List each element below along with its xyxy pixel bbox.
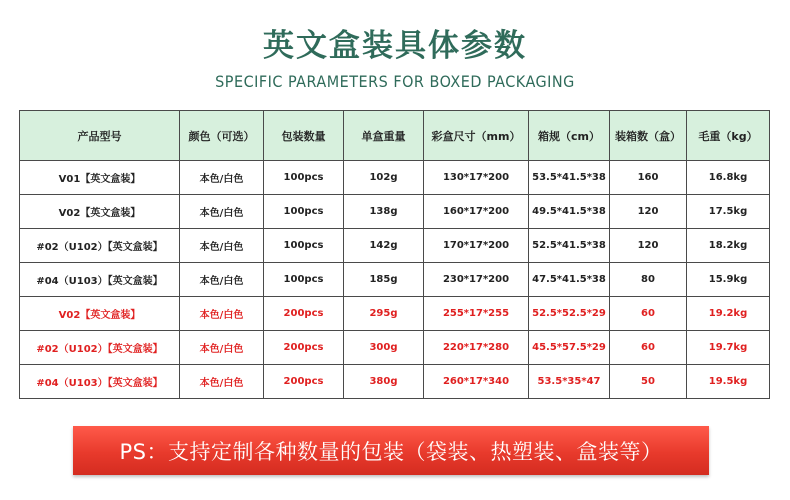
cell-boxes-per-carton: 50: [610, 365, 687, 399]
cell-color: 本色/白色: [180, 229, 264, 263]
cell-product-model: V01【英文盒装】: [20, 161, 180, 195]
cell-color: 本色/白色: [180, 297, 264, 331]
cell-carton-size: 47.5*41.5*38: [529, 263, 610, 297]
cell-product-model: #02（U102）【英文盒装】: [20, 331, 180, 365]
banner-text: PS：支持定制各种数量的包装（袋装、热塑装、盒装等）: [119, 439, 663, 464]
cell-boxes-per-carton: 160: [610, 161, 687, 195]
header-color: 颜色（可选）: [180, 111, 264, 161]
cell-color-box-size: 170*17*200: [424, 229, 529, 263]
header-product-model: 产品型号: [20, 111, 180, 161]
table-row-highlighted: [20, 365, 770, 399]
cell-product-model: V02【英文盒装】: [20, 195, 180, 229]
cell-color-box-size: 255*17*255: [424, 297, 529, 331]
table-header-row: [20, 111, 770, 161]
cell-unit-box-weight: 138g: [344, 195, 424, 229]
cell-unit-box-weight: 295g: [344, 297, 424, 331]
cell-gross-weight: 19.5kg: [687, 365, 770, 399]
cell-gross-weight: 18.2kg: [687, 229, 770, 263]
cell-gross-weight: 19.7kg: [687, 331, 770, 365]
cell-color-box-size: 220*17*280: [424, 331, 529, 365]
cell-color: 本色/白色: [180, 263, 264, 297]
cell-color-box-size: 160*17*200: [424, 195, 529, 229]
cell-product-model: #02（U102）【英文盒装】: [20, 229, 180, 263]
cell-carton-size: 45.5*57.5*29: [529, 331, 610, 365]
cell-carton-size: 53.5*35*47: [529, 365, 610, 399]
cell-carton-size: 52.5*41.5*38: [529, 229, 610, 263]
cell-pack-quantity: 100pcs: [264, 229, 344, 263]
cell-product-model: #04（U103）【英文盒装】: [20, 263, 180, 297]
cell-pack-quantity: 100pcs: [264, 161, 344, 195]
customization-note-banner: [73, 426, 709, 475]
parameters-table: [19, 110, 770, 399]
cell-boxes-per-carton: 60: [610, 331, 687, 365]
table-row: [20, 229, 770, 263]
cell-boxes-per-carton: 60: [610, 297, 687, 331]
cell-color: 本色/白色: [180, 331, 264, 365]
cell-boxes-per-carton: 120: [610, 229, 687, 263]
cell-color-box-size: 230*17*200: [424, 263, 529, 297]
table-row-highlighted: [20, 297, 770, 331]
header-carton-size: 箱规（cm）: [529, 111, 610, 161]
cell-unit-box-weight: 300g: [344, 331, 424, 365]
cell-carton-size: 53.5*41.5*38: [529, 161, 610, 195]
cell-pack-quantity: 200pcs: [264, 331, 344, 365]
cell-color: 本色/白色: [180, 365, 264, 399]
cell-boxes-per-carton: 120: [610, 195, 687, 229]
cell-product-model: #04（U103）【英文盒装】: [20, 365, 180, 399]
cell-gross-weight: 17.5kg: [687, 195, 770, 229]
cell-color-box-size: 130*17*200: [424, 161, 529, 195]
header-boxes-per-carton: 装箱数（盒）: [610, 111, 687, 161]
cell-unit-box-weight: 185g: [344, 263, 424, 297]
table-row: [20, 263, 770, 297]
cell-boxes-per-carton: 80: [610, 263, 687, 297]
cell-gross-weight: 16.8kg: [687, 161, 770, 195]
cell-color: 本色/白色: [180, 195, 264, 229]
cell-unit-box-weight: 142g: [344, 229, 424, 263]
cell-gross-weight: 15.9kg: [687, 263, 770, 297]
cell-carton-size: 49.5*41.5*38: [529, 195, 610, 229]
cell-gross-weight: 19.2kg: [687, 297, 770, 331]
cell-product-model: V02【英文盒装】: [20, 297, 180, 331]
header-color-box-size: 彩盒尺寸（mm）: [424, 111, 529, 161]
header-unit-box-weight: 单盒重量: [344, 111, 424, 161]
cell-color: 本色/白色: [180, 161, 264, 195]
header-pack-quantity: 包装数量: [264, 111, 344, 161]
header-gross-weight: 毛重（kg）: [687, 111, 770, 161]
cell-pack-quantity: 200pcs: [264, 365, 344, 399]
cell-carton-size: 52.5*52.5*29: [529, 297, 610, 331]
table-row: [20, 161, 770, 195]
page-subtitle: SPECIFIC PARAMETERS FOR BOXED PACKAGING: [215, 72, 575, 91]
table-row: [20, 195, 770, 229]
cell-pack-quantity: 200pcs: [264, 297, 344, 331]
cell-unit-box-weight: 102g: [344, 161, 424, 195]
cell-pack-quantity: 100pcs: [264, 195, 344, 229]
table-row-highlighted: [20, 331, 770, 365]
cell-unit-box-weight: 380g: [344, 365, 424, 399]
cell-pack-quantity: 100pcs: [264, 263, 344, 297]
cell-color-box-size: 260*17*340: [424, 365, 529, 399]
page-title: 英文盒装具体参数: [263, 28, 527, 64]
